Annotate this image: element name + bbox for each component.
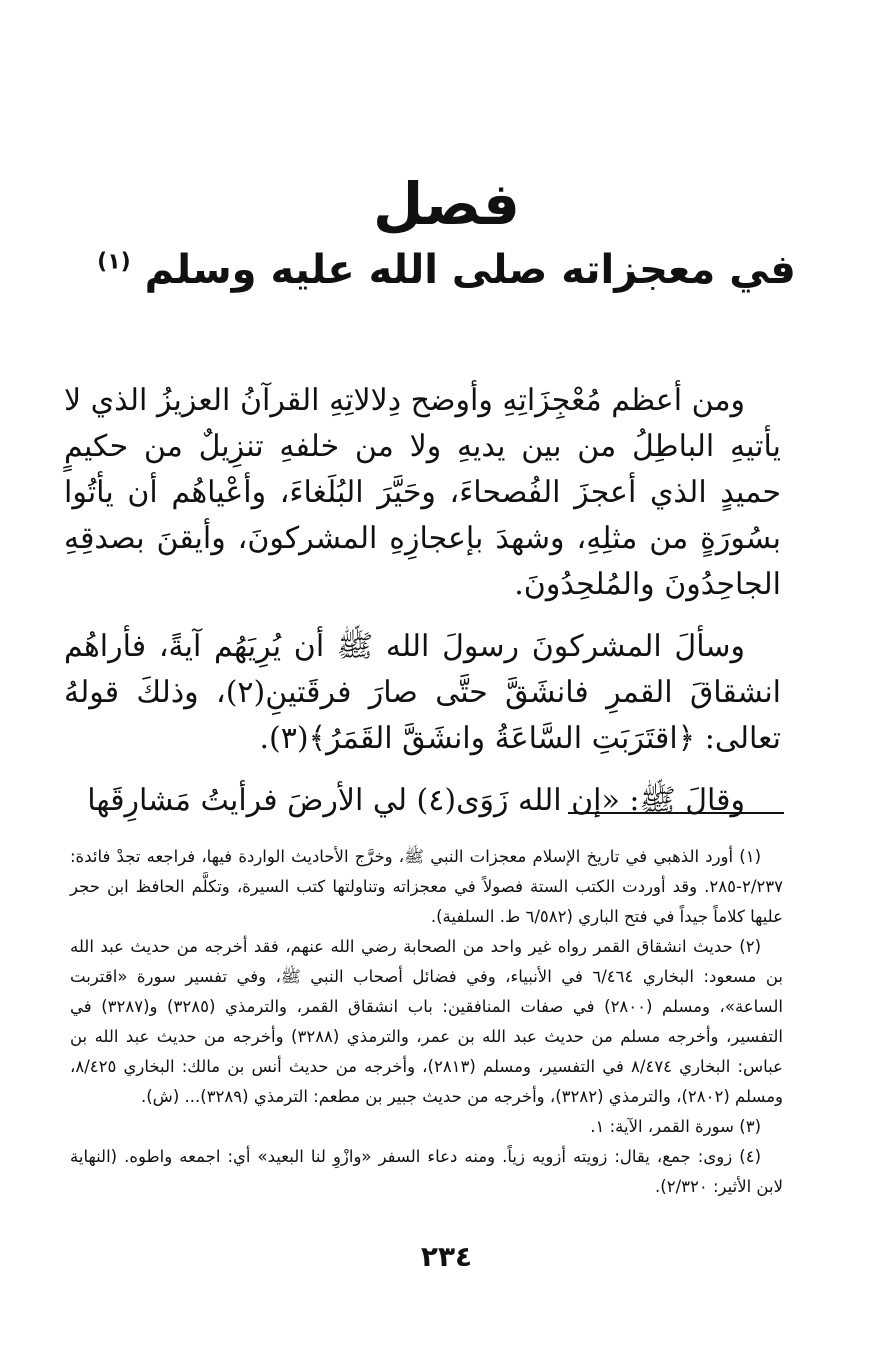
footnote: (٣) سورة القمر، الآية: ١.	[590, 1117, 761, 1136]
subheading-text: في معجزاته صلى الله عليه وسلم	[144, 247, 796, 293]
footnotes	[70, 842, 783, 1202]
paragraph: ومن أعظم مُعْجِزَاتِهِ وأوضح دِلالاتِهِ القرآنُ العزيزُ الذي لا يأتيهِ الباطِلُ من بين يديهِ ولا من خلفهِ تنزِيلٌ من حكيمٍ حميدٍ الذي أعجزَ الفُصحاءَ، وحَيَّرَ البُلَغاءَ، وأعْياهُم أن يأتُوا بسُورَةٍ من مثلِهِ، وشهدَ بإعجازِهِ المشركونَ، وأيقنَ بصدقِهِ الجاحِدُونَ والمُلحِدُونَ.	[64, 383, 781, 602]
section-subheading	[0, 244, 893, 296]
section-heading: فصل	[373, 170, 520, 238]
paragraph: وسألَ المشركونَ رسولَ الله ﷺ أن يُرِيَهُم آيةً، فأراهُم انشقاقَ القمرِ فانشَقَّ حتَّى صارَ فرقَتينِ(٢)، وذلكَ قولهُ تعالى: ﴿اقتَرَبَتِ السَّاعَةُ وانشَقَّ القَمَرُ﴾(٣).	[64, 629, 782, 756]
footnote-separator	[568, 812, 784, 814]
footnote: (٢) حديث انشقاق القمر رواه غير واحد من الصحابة رضي الله عنهم، فقد أخرجه من حديث عبد الله بن مسعود: البخاري ٦/٤٦٤ في الأنبياء، وفي فضائل أصحاب النبي ﷺ، وفي تفسير سورة «اقتربت الساعة»، ومسلم (٢٨٠٠) في صفات المنافقين: باب انشقاق القمر، والترمذي (٣٢٨٥) و(٣٢٨٧) في التفسير، وأخرجه مسلم من حديث عبد الله بن عمر، والترمذي (٣٢٨٨) وأخرجه من حديث عبد الله بن عباس: البخاري ٨/٤٧٤ في التفسير، ومسلم (٢٨١٣)، وأخرجه من حديث أنس بن مالك: البخاري ٨/٤٢٥، ومسلم (٢٨٠٢)، والترمذي (٣٢٨٢)، وأخرجه من حديث جبير بن مطعم: الترمذي (٣٢٨٩)... (ش).	[70, 937, 784, 1106]
paragraph: وقالَ ﷺ: «إن الله زَوَى(٤) لي الأرضَ فرأيتُ مَشارِقَها	[87, 783, 745, 818]
footnote: (٤) زوى: جمع، يقال: زويته أزويه زياً. ومنه دعاء السفر «وازْوِ لنا البعيد» أي: اجمعه واطوه. (النهاية لابن الأثير: ٢/٣٢٠).	[70, 1147, 783, 1196]
footnote: (١) أورد الذهبي في تاريخ الإسلام معجزات النبي ﷺ، وخرَّج الأحاديث الواردة فيها، فراجعه تجدْ فائدة: ٢/٢٣٧-٢٨٥. وقد أوردت الكتب الستة فصولاً في معجزاته وتناولتها كتب السيرة، وتكلَّم الحافظ ابن حجر عليها كلاماً جيداً في فتح الباري (٦/٥٨٢ ط. السلفية).	[70, 847, 783, 926]
footnote-marker: (١)	[97, 249, 131, 275]
page-number: ٢٣٤	[420, 1240, 473, 1273]
main-text	[64, 378, 781, 840]
